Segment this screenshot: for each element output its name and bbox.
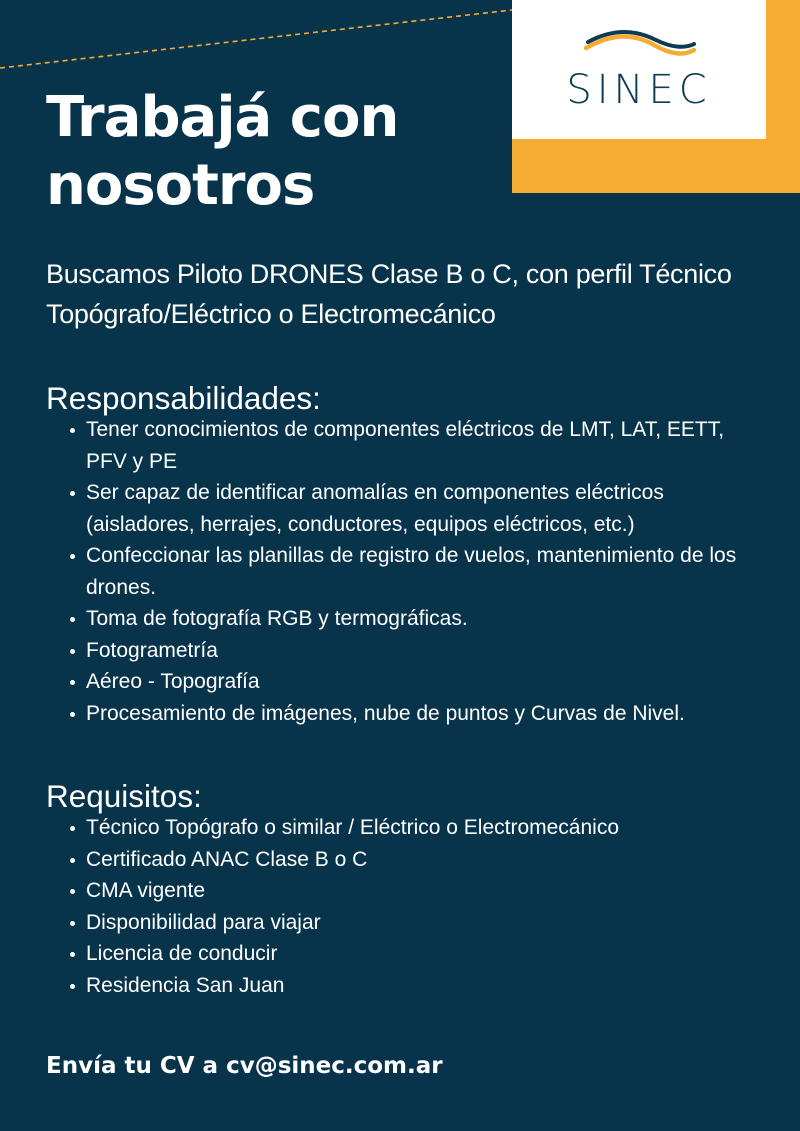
list-item: Residencia San Juan: [86, 970, 766, 1002]
requirements-section: [46, 780, 766, 1001]
requirements-heading: Requisitos:: [46, 778, 202, 814]
sinec-logo: [512, 0, 766, 139]
list-item: Procesamiento de imágenes, nube de puntos y Curvas de Nivel.: [86, 698, 766, 730]
dashed-decoration-line: [0, 0, 520, 80]
responsibilities-section: [46, 382, 766, 729]
list-item: Fotogrametría: [86, 635, 766, 667]
list-item: Licencia de conducir: [86, 938, 766, 970]
list-item: Técnico Topógrafo o similar / Eléctrico o Electromecánico: [86, 812, 766, 844]
logo-wordmark: SINEC: [566, 67, 712, 113]
list-item: Tener conocimientos de componentes eléctricos de LMT, LAT, EETT, PFV y PE: [86, 414, 766, 477]
list-item: Toma de fotografía RGB y termográficas.: [86, 603, 766, 635]
list-item: CMA vigente: [86, 875, 766, 907]
job-subtitle: Buscamos Piloto DRONES Clase B o C, con perfil Técnico Topógrafo/Eléctrico o Electromecánico: [46, 259, 732, 329]
list-item: Ser capaz de identificar anomalías en componentes eléctricos (aisladores, herrajes, conductores, equipos eléctricos, etc.): [86, 477, 766, 540]
responsibilities-heading: Responsabilidades:: [46, 380, 321, 416]
list-item: Confeccionar las planillas de registro de vuelos, mantenimiento de los drones.: [86, 540, 766, 603]
list-item: Aéreo - Topografía: [86, 666, 766, 698]
wave-icon: [584, 30, 696, 64]
requirements-list: [46, 812, 766, 1001]
page-title: Trabajá con nosotros: [46, 85, 399, 218]
responsibilities-list: [46, 414, 766, 729]
contact-email-line: Envía tu CV a cv@sinec.com.ar: [46, 1053, 443, 1079]
list-item: Disponibilidad para viajar: [86, 907, 766, 939]
list-item: Certificado ANAC Clase B o C: [86, 844, 766, 876]
